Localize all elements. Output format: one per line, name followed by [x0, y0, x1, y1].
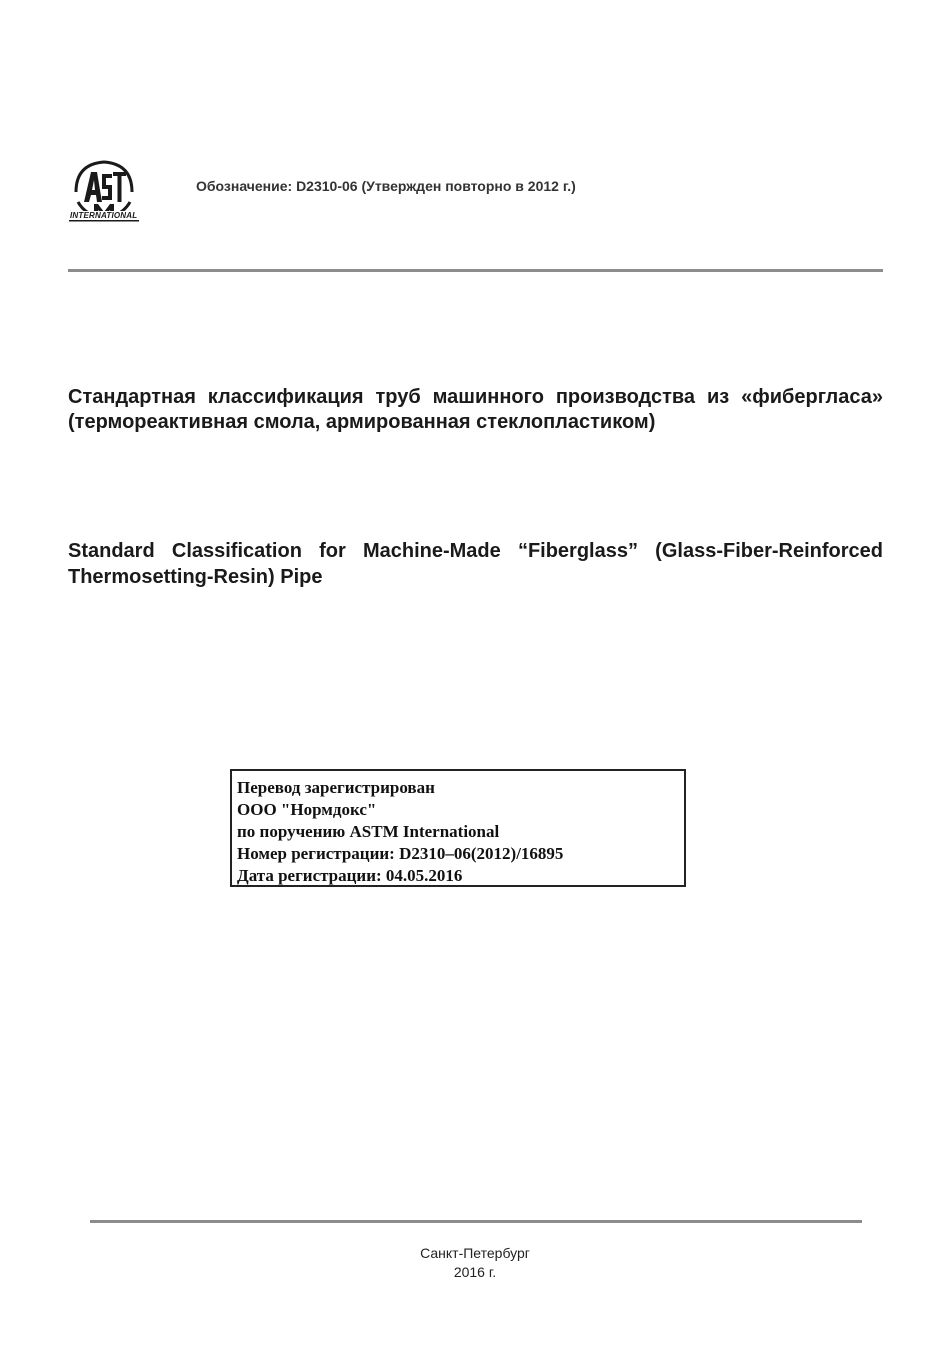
astm-international-logo [66, 158, 142, 228]
footer-city: Санкт-Петербург [420, 1245, 530, 1261]
footer [0, 1244, 950, 1282]
registration-line-commission: по поручению ASTM International [237, 822, 500, 841]
footer-year: 2016 г. [453, 1264, 497, 1280]
registration-line-company: ООО "Нормдокс" [237, 800, 377, 819]
footer-divider [90, 1220, 862, 1223]
registration-line-number: Номер регистрации: D2310–06(2012)/16895 [237, 844, 564, 863]
document-title-english: Standard Classification for Machine-Made “Fiberglass” (Glass-Fiber-Reinforced Thermosetting-Resin) Pipe [68, 540, 883, 588]
document-designation: Обозначение: D2310-06 (Утвержден повторно в 2012 г.) [196, 178, 576, 194]
registration-line-date: Дата регистрации: 04.05.2016 [237, 866, 463, 885]
registration-box [230, 769, 686, 887]
document-title-russian: Стандартная классификация труб машинного производства из «фибергласа» (термореактивная смола, армированная стеклопластиком) [68, 386, 883, 433]
logo-lettering: INTERNATIONAL [70, 211, 138, 220]
header-divider [68, 269, 883, 272]
registration-line-translation: Перевод зарегистрирован [237, 778, 435, 797]
